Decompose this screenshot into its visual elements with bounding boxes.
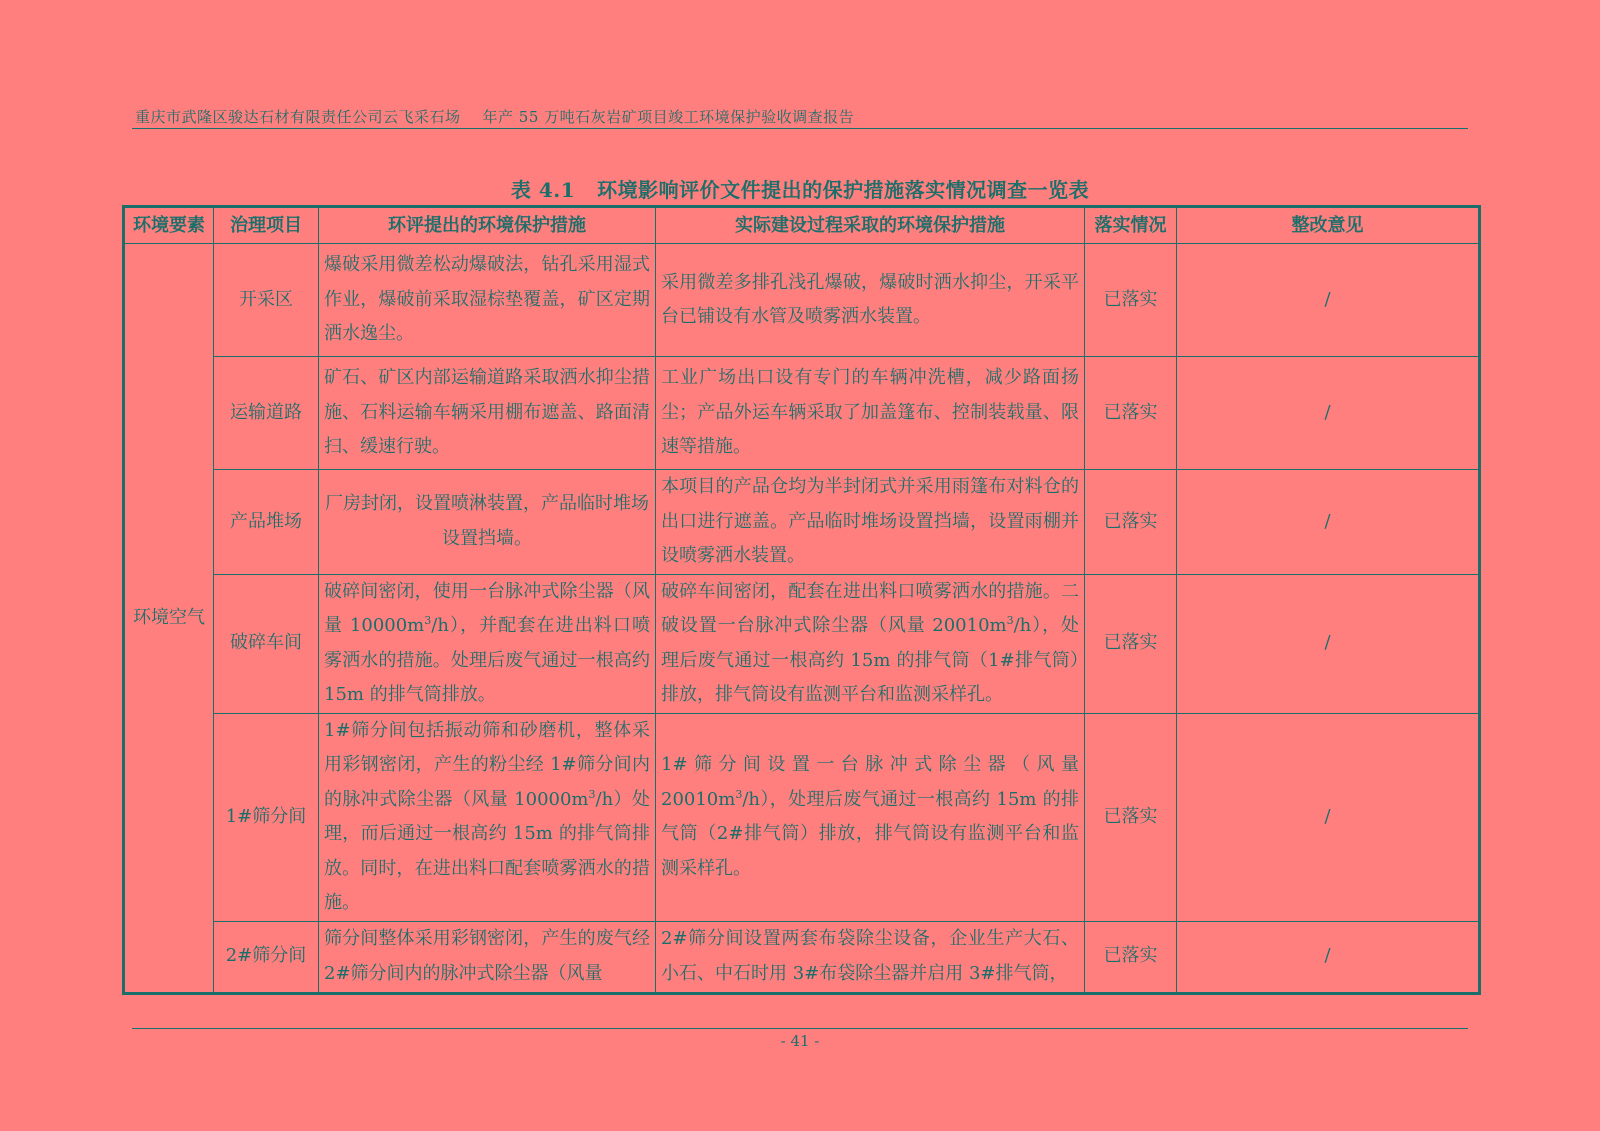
advice-cell: / [1177,244,1480,357]
status-cell: 已落实 [1085,357,1177,470]
element-cell: 环境空气 [124,244,214,994]
col-header-status: 落实情况 [1085,207,1177,244]
superscript: 3 [424,614,432,627]
actual-text-part: /h），处理后废气通过一根高约 15m 的排气筒（2#排气筒）排放，排气筒设有监测平台和监测采样孔。 [661,788,1079,879]
footer-rule [132,1028,1468,1029]
measures-table [122,205,1481,995]
table-row [124,357,1480,470]
eia-text-part: /h），并配套在进出料口喷雾洒水的措施。处理后废气通过一根高约 15m 的排气筒排放。 [324,615,650,705]
actual-text-part: 破碎车间密闭，配套在进出料口喷雾洒水的措施。二破设置一台脉冲式除尘器（风量 20010m [661,580,1079,636]
col-header-advice: 整改意见 [1177,207,1480,244]
eia-measure-cell [319,574,656,713]
actual-text-part: 1#筛分间设置一台脉冲式除尘器（风量 20010m [661,754,1079,810]
advice-cell: / [1177,357,1480,470]
actual-measure-cell: 本项目的产品仓均为半封闭式并采用雨篷布对料仓的出口进行遮盖。产品临时堆场设置挡墙，设置雨棚并设喷雾洒水装置。 [656,470,1085,575]
superscript: 3 [1006,614,1014,627]
col-header-actual-measures: 实际建设过程采取的环境保护措施 [656,207,1085,244]
status-cell: 已落实 [1085,244,1177,357]
eia-measure-cell: 厂房封闭，设置喷淋装置，产品临时堆场设置挡墙。 [319,470,656,575]
actual-measure-cell [656,574,1085,713]
advice-cell: / [1177,713,1480,921]
table-row [124,574,1480,713]
page-header [135,106,854,127]
table-title: 环境影响评价文件提出的保护措施落实情况调查一览表 [597,178,1090,202]
advice-cell: / [1177,574,1480,713]
table-row [124,921,1480,993]
actual-measure-cell: 工业广场出口设有专门的车辆冲洗槽，减少路面扬尘；产品外运车辆采取了加盖篷布、控制装载量、限速等措施。 [656,357,1085,470]
actual-text-part: /h），处理后废气通过一根高约 15m 的排气筒（1#排气筒）排放，排气筒设有监测平台和监测采样孔。 [661,615,1079,705]
eia-text-part: 1#筛分间包括振动筛和砂磨机，整体采用彩钢密闭，产生的粉尘经 1#筛分间内的脉冲式除尘器（风量 10000m [324,719,650,810]
superscript: 3 [588,787,596,801]
eia-measure-cell [319,713,656,921]
status-cell: 已落实 [1085,470,1177,575]
item-cell: 破碎车间 [214,574,319,713]
status-cell: 已落实 [1085,713,1177,921]
col-header-eia-measures: 环评提出的环境保护措施 [319,207,656,244]
advice-cell: / [1177,470,1480,575]
page-number: - 41 - [780,1032,820,1050]
table-row [124,713,1480,921]
eia-measure-cell: 爆破采用微差松动爆破法，钻孔采用湿式作业，爆破前采取湿棕垫覆盖，矿区定期洒水逸尘。 [319,244,656,357]
eia-measure-cell: 筛分间整体采用彩钢密闭，产生的废气经 2#筛分间内的脉冲式除尘器（风量 [319,921,656,993]
advice-cell: / [1177,921,1480,993]
eia-measure-cell: 矿石、矿区内部运输道路采取洒水抑尘措施、石料运输车辆采用棚布遮盖、路面清扫、缓速行驶。 [319,357,656,470]
header-rule [132,128,1468,129]
table-caption [0,174,1600,203]
actual-measure-cell [656,713,1085,921]
col-header-item: 治理项目 [214,207,319,244]
table-header-row [124,207,1480,244]
table-number: 表 4.1 [510,178,576,202]
superscript: 3 [735,787,743,801]
status-cell: 已落实 [1085,921,1177,993]
item-cell: 2#筛分间 [214,921,319,993]
header-company: 重庆市武隆区骏达石材有限责任公司云飞采石场 [135,108,461,126]
col-header-element: 环境要素 [124,207,214,244]
eia-text-part: 破碎间密闭，使用一台脉冲式除尘器（风量 10000m [324,580,650,636]
item-cell: 产品堆场 [214,470,319,575]
actual-measure-cell: 2#筛分间设置两套布袋除尘设备，企业生产大石、小石、中石时用 3#布袋除尘器并启用 3#排气筒， [656,921,1085,993]
status-cell: 已落实 [1085,574,1177,713]
table-row [124,470,1480,575]
item-cell: 运输道路 [214,357,319,470]
actual-measure-cell: 采用微差多排孔浅孔爆破，爆破时洒水抑尘，开采平台已铺设有水管及喷雾洒水装置。 [656,244,1085,357]
eia-text-part: /h）处理，而后通过一根高约 15m 的排气筒排放。同时，在进出料口配套喷雾洒水的措施。 [324,788,650,913]
item-cell: 1#筛分间 [214,713,319,921]
item-cell: 开采区 [214,244,319,357]
header-report-title: 年产 55 万吨石灰岩矿项目竣工环境保护验收调查报告 [482,108,855,126]
table-row [124,244,1480,357]
